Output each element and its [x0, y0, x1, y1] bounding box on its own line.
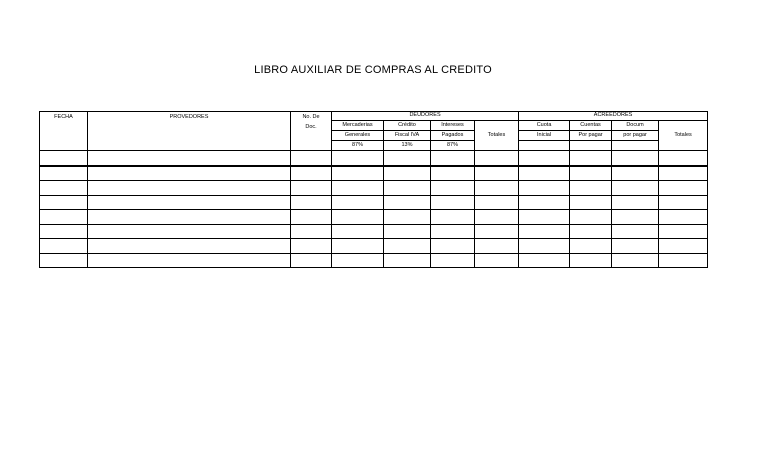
table-cell[interactable]: [475, 253, 519, 268]
table-cell[interactable]: [88, 195, 291, 210]
table-cell[interactable]: [431, 181, 475, 196]
header-mercaderias-line-3: 87%: [332, 141, 384, 151]
table-cell[interactable]: [40, 151, 88, 166]
table-cell[interactable]: [384, 151, 431, 166]
table-cell[interactable]: [612, 239, 659, 254]
table-cell[interactable]: [40, 195, 88, 210]
header-docum-line-2: por pagar: [612, 131, 659, 141]
table-cell[interactable]: [332, 224, 384, 239]
table-cell[interactable]: [519, 151, 570, 166]
table-cell[interactable]: [519, 195, 570, 210]
header-no-doc-line-1: No. De: [302, 114, 320, 120]
header-mercaderias-line-1: Mercaderias: [332, 121, 384, 131]
table-cell[interactable]: [40, 239, 88, 254]
table-cell[interactable]: [431, 210, 475, 225]
table-row: [40, 224, 708, 239]
table-row: [40, 166, 708, 181]
table-cell[interactable]: [431, 151, 475, 166]
header-totales-deudores: Totales: [475, 121, 519, 151]
table-cell[interactable]: [570, 166, 612, 181]
table-cell[interactable]: [475, 181, 519, 196]
table-row: [40, 253, 708, 268]
table-cell[interactable]: [659, 151, 708, 166]
table-cell[interactable]: [332, 210, 384, 225]
table-cell[interactable]: [659, 166, 708, 181]
table-cell[interactable]: [431, 195, 475, 210]
ledger-body: [40, 151, 708, 268]
table-cell[interactable]: [570, 239, 612, 254]
header-credito-line-1: Crédito: [384, 121, 431, 131]
table-cell[interactable]: [519, 181, 570, 196]
table-cell[interactable]: [659, 195, 708, 210]
table-cell[interactable]: [291, 166, 332, 181]
table-cell[interactable]: [40, 181, 88, 196]
header-docum-line-1: Docum: [612, 121, 659, 131]
table-cell[interactable]: [475, 195, 519, 210]
header-cuota-line-1: Cuota: [519, 121, 570, 131]
header-intereses-line-2: Pagados: [431, 131, 475, 141]
table-cell[interactable]: [570, 151, 612, 166]
table-cell[interactable]: [519, 224, 570, 239]
table-cell[interactable]: [88, 181, 291, 196]
table-row: [40, 239, 708, 254]
table-cell[interactable]: [570, 181, 612, 196]
table-cell[interactable]: [88, 253, 291, 268]
table-cell[interactable]: [291, 181, 332, 196]
header-fecha: FECHA: [40, 112, 88, 151]
table-cell[interactable]: [332, 239, 384, 254]
table-cell[interactable]: [612, 210, 659, 225]
table-cell[interactable]: [88, 151, 291, 166]
table-cell[interactable]: [431, 166, 475, 181]
header-cuentas-line-1: Cuentas: [570, 121, 612, 131]
table-cell[interactable]: [332, 151, 384, 166]
table-cell[interactable]: [570, 253, 612, 268]
header-credito-line-2: Fiscal IVA: [384, 131, 431, 141]
header-totales-acreedores: Totales: [659, 121, 708, 151]
table-cell[interactable]: [659, 224, 708, 239]
header-no-doc-line-2: Doc.: [305, 123, 317, 130]
table-cell[interactable]: [40, 166, 88, 181]
table-cell[interactable]: [332, 181, 384, 196]
group-acreedores: ACREEDORES: [519, 112, 708, 121]
table-cell[interactable]: [88, 224, 291, 239]
table-cell[interactable]: [570, 224, 612, 239]
table-cell[interactable]: [475, 239, 519, 254]
table-cell[interactable]: [475, 151, 519, 166]
table-cell[interactable]: [612, 224, 659, 239]
table-cell[interactable]: [570, 195, 612, 210]
table-cell[interactable]: [291, 253, 332, 268]
header-intereses-line-1: Intereses: [431, 121, 475, 131]
table-cell[interactable]: [332, 166, 384, 181]
table-cell[interactable]: [88, 210, 291, 225]
table-cell[interactable]: [612, 166, 659, 181]
table-cell[interactable]: [612, 181, 659, 196]
table-cell[interactable]: [475, 166, 519, 181]
table-cell[interactable]: [384, 195, 431, 210]
table-cell[interactable]: [332, 195, 384, 210]
table-cell[interactable]: [291, 210, 332, 225]
table-cell[interactable]: [519, 239, 570, 254]
table-cell[interactable]: [384, 181, 431, 196]
header-mercaderias-line-2: Generales: [332, 131, 384, 141]
table-cell[interactable]: [659, 253, 708, 268]
header-group-row: [40, 112, 708, 121]
table-row: [40, 210, 708, 225]
table-cell[interactable]: [519, 210, 570, 225]
table-cell[interactable]: [40, 210, 88, 225]
table-cell[interactable]: [475, 224, 519, 239]
group-deudores: DEUDORES: [332, 112, 519, 121]
header-proveedores: PROVEDORES: [88, 112, 291, 151]
table-cell[interactable]: [659, 239, 708, 254]
table-row: [40, 195, 708, 210]
table-cell[interactable]: [291, 151, 332, 166]
table-cell[interactable]: [612, 253, 659, 268]
table-cell[interactable]: [612, 151, 659, 166]
table-cell[interactable]: [659, 210, 708, 225]
page-title: LIBRO AUXILIAR DE COMPRAS AL CREDITO: [254, 64, 492, 76]
table-cell[interactable]: [291, 195, 332, 210]
header-cuota-line-2: Inicial: [519, 131, 570, 141]
table-cell[interactable]: [475, 210, 519, 225]
table-cell[interactable]: [88, 239, 291, 254]
table-row: [40, 181, 708, 196]
table-cell[interactable]: [431, 239, 475, 254]
table-cell[interactable]: [384, 239, 431, 254]
header-intereses-line-3: 87%: [431, 141, 475, 151]
header-no-doc: [291, 112, 332, 151]
table-cell[interactable]: [431, 224, 475, 239]
table-cell[interactable]: [384, 210, 431, 225]
table-cell[interactable]: [291, 239, 332, 254]
header-credito-line-3: 13%: [384, 141, 431, 151]
table-cell[interactable]: [570, 210, 612, 225]
table-cell[interactable]: [332, 253, 384, 268]
table-cell[interactable]: [384, 166, 431, 181]
table-row: [40, 151, 708, 166]
table-cell[interactable]: [384, 253, 431, 268]
table-cell[interactable]: [519, 166, 570, 181]
table-cell[interactable]: [384, 224, 431, 239]
table-cell[interactable]: [612, 195, 659, 210]
table-cell[interactable]: [40, 253, 88, 268]
table-cell[interactable]: [40, 224, 88, 239]
ledger-table: [39, 111, 708, 268]
table-cell[interactable]: [291, 224, 332, 239]
table-cell[interactable]: [659, 181, 708, 196]
header-cuentas-line-2: Por pagar: [570, 131, 612, 141]
table-cell[interactable]: [88, 166, 291, 181]
table-cell[interactable]: [519, 253, 570, 268]
table-cell[interactable]: [431, 253, 475, 268]
